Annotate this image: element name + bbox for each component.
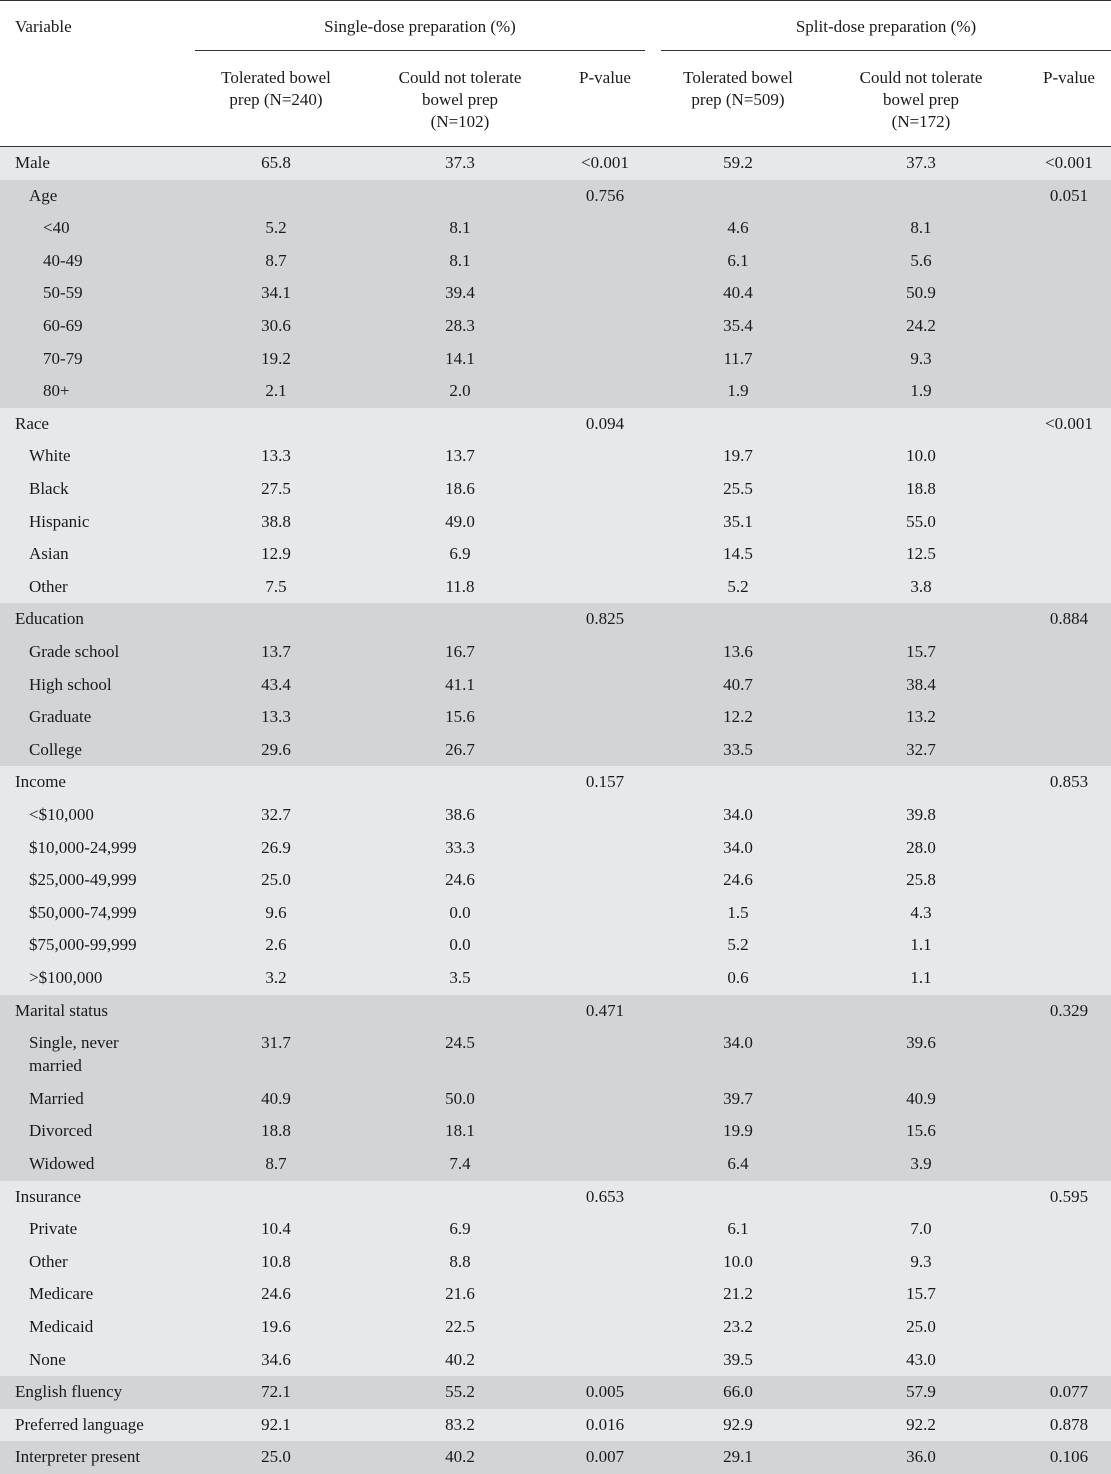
cell-value: 26.9 [261,837,291,857]
cell-value: 6.4 [727,1154,749,1173]
table-row [0,1119,1111,1148]
cell-value: 13.7 [445,446,475,466]
table-row [0,184,1111,213]
cell-value: 24.6 [723,870,753,890]
cell-value: 0.0 [449,902,471,922]
cell-value: 15.6 [906,1121,936,1141]
row-label: 80+ [43,381,70,401]
cell-value: 8.1 [910,218,932,238]
cell-value: 39.4 [445,283,475,303]
row-label: Preferred language [15,1414,144,1434]
cell-value: 25.0 [906,1317,936,1336]
cell-value: 37.3 [445,153,475,172]
table-row [0,836,1111,865]
row-label: Medicaid [29,1317,94,1336]
cell-value: 43.4 [261,674,291,694]
table-row [0,151,1111,180]
cell-value: 40.4 [723,283,753,303]
cell-value: 0.094 [585,413,625,433]
row-label: $10,000-24,999 [29,837,137,857]
cell-value: 40.7 [723,674,753,694]
cell-value: 8.1 [449,218,471,238]
table-row [0,1087,1111,1116]
cell-value: 55.2 [445,1382,475,1402]
row-label: Education [15,609,84,629]
cell-value: 38.4 [906,674,936,694]
table-row [0,1031,1111,1083]
table-row [0,1380,1111,1409]
table-row [0,999,1111,1028]
cell-value: 5.2 [727,935,749,955]
cell-value: 32.7 [906,739,936,759]
cell-value: 18.8 [906,479,936,498]
row-label: Income [15,772,66,792]
cell-value: 0.077 [1049,1382,1089,1402]
cell-value: 65.8 [261,153,291,172]
table-row [0,216,1111,245]
cell-value: 6.9 [449,544,471,564]
cell-value: 9.6 [265,902,287,922]
cell-value: 29.1 [723,1447,753,1467]
cell-value: 92.2 [906,1414,936,1434]
header-not-tolerated-single: Could not tolerate bowel prep (N=102) [398,68,522,131]
cell-value: 21.2 [723,1284,753,1304]
cell-value: 25.0 [261,870,291,890]
table-row [0,510,1111,539]
table-row [0,477,1111,506]
header-single-dose-group: Single-dose preparation (%) [324,17,516,36]
cell-value: 18.6 [445,479,475,498]
cell-value: 0.329 [1049,1000,1089,1020]
cell-value: 3.5 [449,968,471,987]
cell-value: 92.1 [261,1414,291,1434]
row-label: White [29,446,71,466]
cell-value: 7.0 [910,1219,932,1239]
row-label: Interpreter present [15,1447,141,1467]
cell-value: 49.0 [445,511,475,531]
cell-value: 2.1 [265,381,287,401]
cell-value: 10.4 [261,1219,291,1239]
cell-value: 39.7 [723,1088,753,1108]
row-label: Insurance [15,1186,82,1206]
row-label: English fluency [15,1382,123,1402]
row-label: Race [15,413,49,433]
row-label: Other [29,1251,68,1271]
single-dose-group-rule [195,50,645,51]
cell-value: 29.6 [261,739,291,759]
table-row [0,803,1111,832]
cell-value: 24.5 [445,1033,475,1053]
cell-value: 13.6 [723,642,753,661]
cell-value: 12.2 [723,707,753,727]
cell-value: <0.001 [581,153,629,172]
cell-value: 0.007 [585,1447,625,1467]
row-label: Asian [29,544,69,564]
cell-value: 1.5 [727,902,749,922]
cell-value: 35.1 [723,511,753,531]
cell-value: 12.9 [261,544,291,564]
row-label: College [29,739,82,759]
cell-value: 13.2 [906,707,936,727]
cell-value: 21.6 [445,1284,475,1304]
row-label: $25,000-49,999 [29,870,137,890]
table-row [0,281,1111,310]
cell-value: 4.3 [910,902,932,922]
cell-value: 3.9 [910,1154,932,1173]
row-label: $75,000-99,999 [29,935,137,955]
cell-value: 13.7 [261,642,291,661]
cell-value: 25.0 [261,1447,291,1467]
row-label: Divorced [29,1121,93,1141]
row-label: Married [29,1088,84,1108]
row-label: Other [29,576,68,596]
table-row [0,607,1111,636]
cell-value: 40.9 [906,1088,936,1108]
cell-value: 72.1 [261,1382,291,1402]
table-row [0,673,1111,702]
cell-value: 34.6 [261,1349,291,1369]
row-label: <40 [43,218,70,238]
cell-value: 0.853 [1049,772,1089,792]
cell-value: 0.653 [585,1186,625,1206]
row-label: Grade school [29,642,120,661]
cell-value: 8.1 [449,250,471,270]
cell-value: 7.4 [449,1154,471,1173]
row-label: Private [29,1219,78,1239]
cell-value: <0.001 [1045,153,1093,172]
cell-value: 39.8 [906,805,936,824]
cell-value: 59.2 [723,153,753,172]
row-label: Marital status [15,1000,109,1020]
header-tolerated-split: Tolerated bowel prep (N=509) [683,68,793,109]
cell-value: 24.6 [261,1284,291,1304]
cell-value: 43.0 [906,1349,936,1369]
row-label: $50,000-74,999 [29,902,137,922]
cell-value: 0.005 [585,1382,625,1402]
cell-value: 19.2 [261,348,291,368]
cell-value: 15.7 [906,642,936,661]
cell-value: 10.0 [723,1251,753,1271]
table-row [0,868,1111,897]
cell-value: 0.471 [585,1000,625,1020]
row-label: 50-59 [43,283,83,303]
cell-value: 57.9 [906,1382,936,1402]
header-pvalue-single: P-value [579,68,631,87]
cell-value: 0.0 [449,935,471,955]
table-row [0,770,1111,799]
cell-value: 30.6 [261,316,291,335]
cell-value: 15.7 [906,1284,936,1304]
cell-value: 36.0 [906,1447,936,1467]
header-not-tolerated-split: Could not tolerate bowel prep (N=172) [859,68,983,131]
row-label: None [29,1349,66,1369]
row-label: <$10,000 [29,805,94,824]
cell-value: 0.756 [585,185,625,205]
cell-value: 8.7 [265,250,287,270]
table-row [0,1185,1111,1214]
cell-value: 37.3 [906,153,936,172]
row-label: Age [29,185,58,205]
cell-value: 40.2 [445,1447,475,1467]
cell-value: 1.1 [910,968,932,987]
table-row [0,738,1111,767]
table-row [0,933,1111,962]
cell-value: 11.7 [723,348,753,368]
cell-value: 50.9 [906,283,936,303]
row-label: 70-79 [43,348,83,368]
cell-value: 34.1 [261,283,291,303]
cell-value: 5.2 [265,218,287,238]
cell-value: 23.2 [723,1317,753,1336]
cell-value: 24.2 [906,316,936,335]
table-row [0,1315,1111,1344]
cell-value: 0.106 [1049,1447,1089,1467]
cell-value: 2.6 [265,935,287,955]
row-label: Black [29,479,69,498]
table-row [0,379,1111,408]
cell-value: 9.3 [910,348,932,368]
cell-value: 9.3 [910,1251,932,1271]
header-tolerated-single: Tolerated bowel prep (N=240) [221,68,331,109]
table-row [0,966,1111,995]
row-label: Hispanic [29,511,90,531]
cell-value: 0.595 [1049,1186,1089,1206]
cell-value: 2.0 [449,381,471,401]
cell-value: 5.6 [910,250,932,270]
cell-value: 0.051 [1049,185,1089,205]
cell-value: 18.8 [261,1121,291,1141]
header-split-dose-group: Split-dose preparation (%) [795,17,977,36]
cell-value: 3.8 [910,576,932,596]
cell-value: 40.2 [445,1349,475,1369]
cell-value: 19.7 [723,446,753,466]
table-row [0,1413,1111,1442]
cell-value: 8.8 [449,1251,471,1271]
cell-value: 0.016 [585,1414,625,1434]
cell-value: 6.1 [727,250,749,270]
cell-value: <0.001 [1045,413,1093,433]
row-label: 40-49 [43,250,83,270]
cell-value: 13.3 [261,707,291,727]
table-row [0,901,1111,930]
cell-value: 6.1 [727,1219,749,1239]
cell-value: 25.8 [906,870,936,890]
cell-value: 25.5 [723,479,753,498]
cell-value: 34.0 [723,805,753,824]
cell-value: 15.6 [445,707,475,727]
cell-value: 34.0 [723,837,753,857]
cell-value: 92.9 [723,1414,753,1434]
cell-value: 38.6 [445,805,475,824]
cell-value: 32.7 [261,805,291,824]
cell-value: 41.1 [445,674,475,694]
cell-value: 14.5 [723,544,753,564]
table-row [0,1217,1111,1246]
table-row [0,542,1111,571]
cell-value: 7.5 [265,576,287,596]
table-row [0,1152,1111,1181]
table-row [0,1250,1111,1279]
table-row [0,640,1111,669]
cell-value: 66.0 [723,1382,753,1402]
cell-value: 8.7 [265,1154,287,1173]
row-label: Single, never married [29,1033,119,1076]
cell-value: 55.0 [906,511,936,531]
cell-value: 39.6 [906,1033,936,1053]
cell-value: 28.3 [445,316,475,335]
cell-value: 1.1 [910,935,932,955]
cell-value: 27.5 [261,479,291,498]
cell-value: 28.0 [906,837,936,857]
cell-value: 33.5 [723,739,753,759]
cell-value: 26.7 [445,739,475,759]
cell-value: 0.157 [585,772,625,792]
row-label: >$100,000 [29,968,103,987]
header-variable: Variable [15,17,72,36]
cell-value: 1.9 [727,381,749,401]
cell-value: 5.2 [727,576,749,596]
row-label: Medicare [29,1284,94,1304]
cell-value: 3.2 [265,968,287,987]
table-row [0,444,1111,473]
top-rule [0,0,1111,1]
cell-value: 38.8 [261,511,291,531]
cell-value: 19.9 [723,1121,753,1141]
table-row [0,249,1111,278]
header-pvalue-split: P-value [1043,68,1095,87]
cell-value: 4.6 [727,218,749,238]
table-row [0,347,1111,376]
cell-value: 83.2 [445,1414,475,1434]
table-row [0,575,1111,604]
split-dose-group-rule [661,50,1111,51]
cell-value: 40.9 [261,1088,291,1108]
cell-value: 10.0 [906,446,936,466]
row-label: Graduate [29,707,92,727]
row-label: High school [29,674,112,694]
cell-value: 12.5 [906,544,936,564]
cell-value: 0.825 [585,609,625,629]
cell-value: 22.5 [445,1317,475,1336]
cell-value: 13.3 [261,446,291,466]
cell-value: 0.878 [1049,1414,1089,1434]
cell-value: 10.8 [261,1251,291,1271]
cell-value: 1.9 [910,381,932,401]
cell-value: 0.6 [727,968,749,987]
table-row [0,1282,1111,1311]
cell-value: 6.9 [449,1219,471,1239]
cell-value: 19.6 [261,1317,291,1336]
cell-value: 16.7 [445,642,475,661]
cell-value: 0.884 [1049,609,1089,629]
cell-value: 18.1 [445,1121,475,1141]
table-row [0,314,1111,343]
cell-value: 33.3 [445,837,475,857]
table-row [0,1445,1111,1474]
table-row [0,412,1111,441]
row-label: Widowed [29,1154,95,1173]
cell-value: 50.0 [445,1088,475,1108]
row-label: 60-69 [43,316,83,335]
cell-value: 39.5 [723,1349,753,1369]
cell-value: 31.7 [261,1033,291,1053]
cell-value: 11.8 [445,576,475,596]
cell-value: 24.6 [445,870,475,890]
table-row [0,705,1111,734]
cell-value: 34.0 [723,1033,753,1053]
cell-value: 35.4 [723,316,753,335]
table-row [0,1348,1111,1377]
cell-value: 14.1 [445,348,475,368]
row-label: Male [15,153,50,172]
